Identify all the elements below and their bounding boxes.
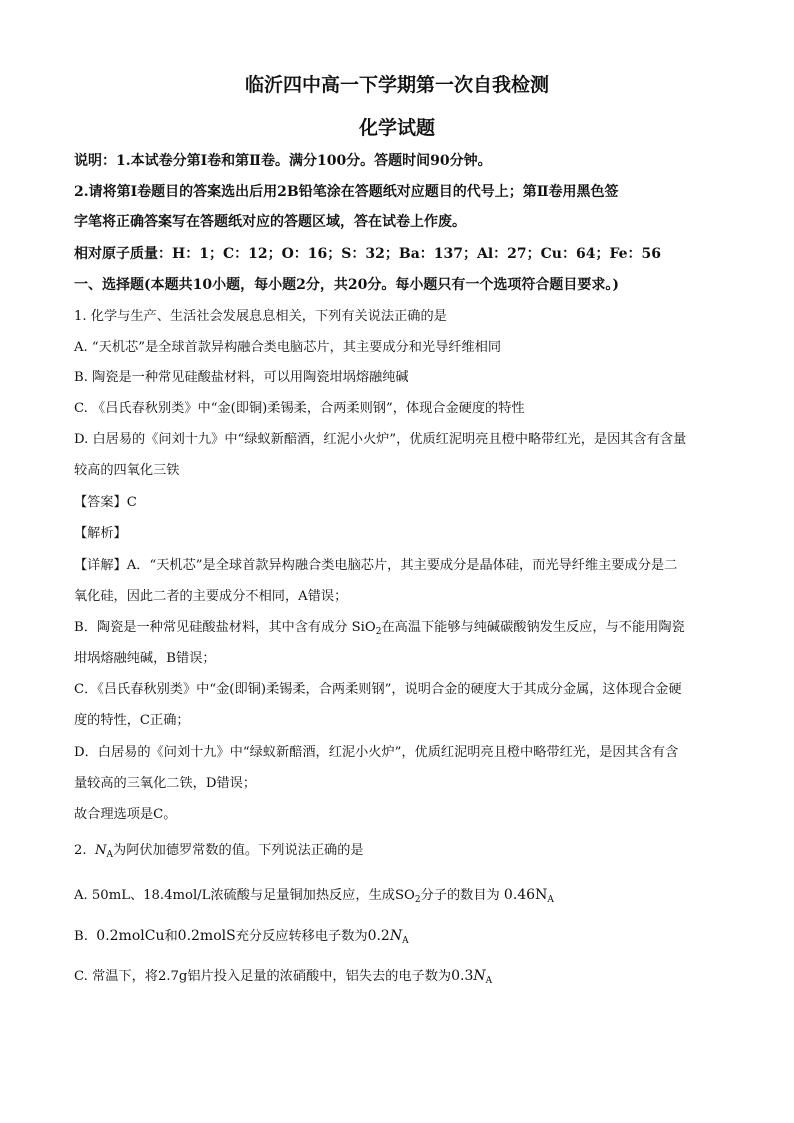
stem-text: 为阿伏加德罗常数的值。下列说法正确的是	[113, 843, 364, 858]
question-2-option-c	[74, 966, 492, 991]
section-heading: 一、选择题(本题共10小题，每小题2分，共20分。每小题只有一个选项符合题目要求。)	[74, 277, 619, 293]
avogadro-symbol: N	[94, 843, 107, 858]
question-1-answer: 【答案】C	[74, 495, 137, 510]
subscript: A	[402, 936, 409, 946]
explanation-line-9: 故合理选项是C。	[74, 807, 177, 822]
option-text: 分子的数目为	[420, 888, 500, 903]
question-1-option-b: B. 陶瓷是一种常见硅酸盐材料，可以用陶瓷坩埚熔融纯碱	[74, 370, 409, 385]
explanation-line-8: 量较高的三氧化二铁，D错误；	[74, 776, 257, 791]
instruction-line-2: 2.请将第Ⅰ卷题目的答案选出后用2B铅笔涂在答题纸对应题目的代号上；第Ⅱ卷用黑色签	[74, 184, 619, 200]
question-1-option-a: A. “天机芯”是全球首款异构融合类电脑芯片，其主要成分和光导纤维相同	[74, 340, 502, 355]
question-2-stem	[74, 841, 364, 865]
option-text: 充分反应转移电子数为	[235, 929, 368, 944]
exam-subtitle: 化学试题	[358, 117, 435, 139]
subscript: 2	[414, 895, 421, 905]
subscript: A	[547, 895, 554, 905]
explanation-line-7: D．白居易的《问刘十九》中“绿蚁新醅酒，红泥小火炉”，优质红泥明亮且橙中略带红光，是因其含有含	[74, 745, 679, 760]
exam-title: 临沂四中高一下学期第一次自我检测	[244, 74, 549, 96]
explanation-line-6: 度的特性，C正确；	[74, 713, 190, 728]
question-1-option-d-cont: 较高的四氧化三铁	[74, 463, 180, 478]
explanation-line-5: C．《吕氏春秋别类》中“金(即铜)柔锡柔，合两柔则钢”，说明合金的硬度大于其成分金属，这体现合金硬	[74, 682, 682, 697]
explanation-line-3	[74, 618, 685, 642]
value-text: 0.3	[451, 968, 474, 984]
instruction-line-3: 字笔将正确答案写在答题纸对应的答题区域，答在试卷上作废。	[74, 214, 466, 230]
question-1-stem: 1. 化学与生产、生活社会发展息息相关，下列有关说法正确的是	[74, 309, 447, 324]
subscript: 2	[375, 627, 382, 637]
option-text: C. 常温下，将2.7g铝片投入足量的浓硝酸中，铝失去的电子数为	[74, 969, 452, 984]
atomic-mass-line: 相对原子质量：H：1；C：12；O：16；S：32；Ba：137；Al：27；Cu：64；Fe：56	[74, 246, 662, 262]
question-2-option-b	[74, 926, 409, 951]
question-1-option-d: D. 白居易的《问刘十九》中“绿蚁新醅酒，红泥小火炉”，优质红泥明亮且橙中略带红光，是因其含有含量	[74, 432, 687, 447]
value-text: 0.46N	[503, 887, 548, 903]
explanation-line-4: 坩埚熔融纯碱，B错误；	[74, 651, 216, 666]
value-text: 0.2	[367, 928, 390, 944]
subscript: A	[106, 850, 114, 860]
question-1-option-c: C. 《吕氏春秋别类》中“金(即铜)柔锡柔，合两柔则钢”，体现合金硬度的特性	[74, 401, 525, 416]
explanation-text: 在高温下能够与纯碱碳酸钠发生反应，与不能用陶瓷	[381, 620, 685, 635]
question-number: 2.	[74, 843, 87, 858]
explanation-line-1: 【详解】A．“天机芯”是全球首款异构融合类电脑芯片，其主要成分是晶体硅，而光导纤维主要成分是二	[74, 558, 678, 573]
instruction-line-1: 说明：1.本试卷分第Ⅰ卷和第Ⅱ卷。满分100分。答题时间90分钟。	[74, 153, 492, 169]
explanation-text: B．陶瓷是一种常见硅酸盐材料，其中含有成分 SiO	[74, 620, 376, 635]
subscript: A	[485, 976, 493, 986]
question-1-analysis-label: 【解析】	[74, 526, 127, 541]
option-text: A. 50mL、18.4mol/L浓硫酸与足量铜加热反应，生成SO	[74, 888, 415, 903]
explanation-line-2: 氧化硅，因此二者的主要成分不相同，A错误；	[74, 589, 348, 604]
formula-text: 0.2molS	[177, 928, 236, 944]
question-2-option-a	[74, 885, 554, 910]
option-label: B.	[74, 929, 88, 944]
avogadro-symbol: N	[389, 928, 403, 944]
avogadro-symbol: N	[473, 968, 486, 984]
formula-text: 0.2molCu	[96, 928, 165, 944]
option-text: 和	[164, 929, 178, 944]
